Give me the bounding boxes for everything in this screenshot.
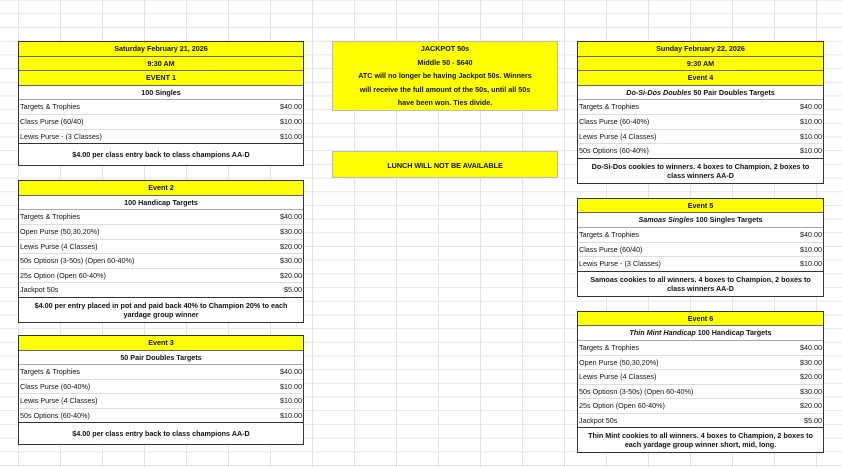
event1-subtitle: 100 Singles bbox=[19, 86, 303, 101]
event1-note: $4.00 per class entry back to class champions AA-D bbox=[18, 144, 304, 166]
saturday-date: Saturday February 21, 2026 bbox=[19, 42, 303, 57]
event1-title: EVENT 1 bbox=[19, 71, 303, 86]
table-row: Lewis Purse - (3 Classes) $10.00 bbox=[579, 259, 822, 269]
table-row: Class Purse (60-40%) $10.00 bbox=[19, 380, 303, 395]
lunch-notice: LUNCH WILL NOT BE AVAILABLE bbox=[332, 151, 558, 178]
table-row: 50s Options (60-40%) $10.00 bbox=[20, 410, 302, 420]
table-row: 50s Optiosn (3-50s) (Open 60-40%) $30.00 bbox=[578, 385, 823, 400]
table-row: 50s Options (60-40%) $10.00 bbox=[579, 146, 822, 156]
jackpot-text-1: ATC will no longer be having Jackpot 50s. Winners bbox=[358, 71, 532, 81]
event6-title: Event 6 bbox=[578, 312, 823, 327]
table-row: Lewis Purse (4 Classes) $10.00 bbox=[19, 394, 303, 409]
table-row: Lewis Purse (4 Classes) $20.00 bbox=[578, 370, 823, 385]
jackpot-text-2: will receive the full amount of the 50s, until all 50s bbox=[359, 84, 531, 94]
table-row: Lewis Purse (4 Classes) $10.00 bbox=[578, 130, 823, 145]
sunday-schedule bbox=[577, 41, 824, 453]
event1-rows bbox=[19, 100, 303, 143]
table-row: Jackpot 50s $5.00 bbox=[20, 285, 302, 295]
sunday-time: 9:30 AM bbox=[578, 57, 823, 72]
event6-subtitle: Thin Mint Handicap 100 Handicap Targets bbox=[578, 326, 823, 341]
jackpot-title: JACKPOT 50s bbox=[420, 44, 470, 53]
table-row: Targets & Trophies $40.00 bbox=[578, 100, 823, 115]
event4-title: Event 4 bbox=[578, 71, 823, 86]
sunday-date: Sunday February 22, 2026 bbox=[578, 42, 823, 57]
table-row: Lewis Purse (4 Classes) $20.00 bbox=[19, 240, 303, 255]
event5-subtitle: Samoas Singles 100 Singles Targets bbox=[578, 213, 823, 228]
table-row: Lewis Purse - (3 Classes) $10.00 bbox=[20, 131, 302, 141]
jackpot-block bbox=[332, 41, 558, 111]
saturday-time: 9:30 AM bbox=[19, 57, 303, 72]
event2-title: Event 2 bbox=[19, 181, 303, 196]
table-row: Targets & Trophies $40.00 bbox=[578, 228, 823, 243]
table-row: Class Purse (60/40) $10.00 bbox=[19, 115, 303, 130]
table-row: Open Purse (50,30,20%) $30.00 bbox=[578, 356, 823, 371]
jackpot-middle: Middle 50 - $640 bbox=[417, 57, 473, 67]
event2-block bbox=[18, 180, 304, 298]
jackpot-text-3: have been won. Ties divide. bbox=[397, 98, 493, 108]
event1-block bbox=[18, 41, 304, 144]
saturday-schedule bbox=[18, 41, 304, 445]
table-row: 25s Option (Open 60-40%) $20.00 bbox=[578, 399, 823, 414]
event5-block bbox=[577, 198, 824, 272]
event3-subtitle: 50 Pair Doubles Targets bbox=[19, 351, 303, 366]
event5-title: Event 5 bbox=[578, 199, 823, 214]
event2-note: $4.00 per entry placed in pot and paid back 40% to Champion 20% to each yardage group winner bbox=[18, 298, 304, 323]
table-row: Targets & Trophies $40.00 bbox=[19, 100, 303, 115]
event4-block bbox=[577, 41, 824, 159]
table-row: Targets & Trophies $40.00 bbox=[19, 210, 303, 225]
table-row: Open Purse (50,30,20%) $30.00 bbox=[19, 225, 303, 240]
event3-title: Event 3 bbox=[19, 336, 303, 351]
event4-subtitle: Do-Si-Dos Doubles 50 Pair Doubles Targets bbox=[578, 86, 823, 101]
table-row: Targets & Trophies $40.00 bbox=[19, 365, 303, 380]
event2-subtitle: 100 Handicap Targets bbox=[19, 196, 303, 211]
event4-note: Do-Si-Dos cookies to winners. 4 boxes to Champion, 2 boxes to class winners AA-D bbox=[577, 159, 824, 184]
event3-note: $4.00 per class entry back to class champions AA-D bbox=[18, 423, 304, 445]
event5-note: Samoas cookies to all winners. 4 boxes to Champion, 2 boxes to class winners AA-D bbox=[577, 272, 824, 297]
event3-block bbox=[18, 335, 304, 424]
table-row: Class Purse (60-40%) $10.00 bbox=[578, 115, 823, 130]
table-row: Jackpot 50s $5.00 bbox=[579, 415, 822, 425]
table-row: 25s Option (Open 60-40%) $20.00 bbox=[19, 269, 303, 284]
event6-block bbox=[577, 311, 824, 429]
event6-note: Thin Mint cookies to all winners. 4 boxes to Champion, 2 boxes to each yardage group winner short, mid, long. bbox=[577, 428, 824, 453]
table-row: 50s Optiosn (3-50s) (Open 60-40%) $30.00 bbox=[19, 254, 303, 269]
table-row: Class Purse (60/40) $10.00 bbox=[578, 243, 823, 258]
table-row: Targets & Trophies $40.00 bbox=[578, 341, 823, 356]
